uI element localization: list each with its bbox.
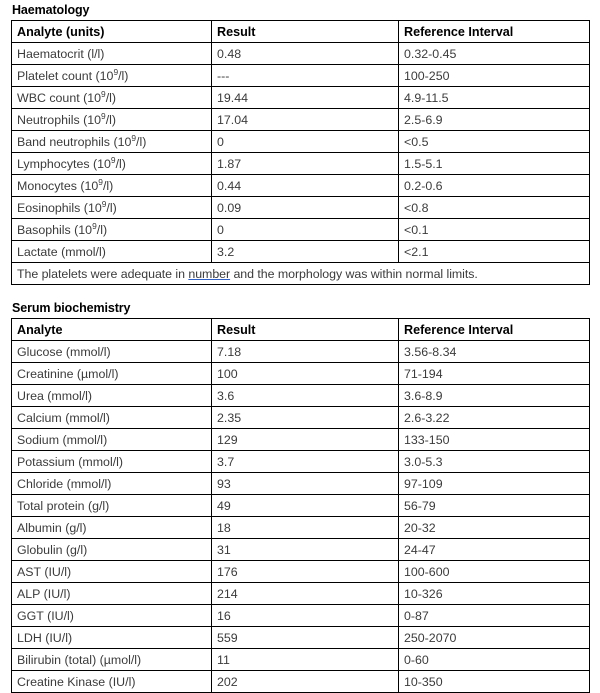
table-note-row: [12, 263, 590, 285]
cell-analyte: [12, 87, 212, 109]
cell-analyte: AST (IU/l): [12, 561, 212, 583]
cell-analyte: Potassium (mmol/l): [12, 451, 212, 473]
analyte-unit-suffix: /l): [115, 156, 126, 171]
superscript-exponent: 9: [113, 66, 119, 77]
cell-result: 17.04: [212, 109, 399, 131]
cell-result: 559: [212, 627, 399, 649]
cell-reference: 100-250: [399, 65, 590, 87]
cell-result: 11: [212, 649, 399, 671]
cell-analyte: Bilirubin (total) (µmol/l): [12, 649, 212, 671]
cell-result: 49: [212, 495, 399, 517]
cell-analyte: GGT (IU/l): [12, 605, 212, 627]
cell-result: 16: [212, 605, 399, 627]
table-row: [12, 65, 590, 87]
cell-analyte: [12, 131, 212, 153]
superscript-exponent: 9: [98, 176, 103, 187]
cell-reference: 0.32-0.45: [399, 43, 590, 65]
analyte-unit-suffix: /l): [96, 222, 108, 237]
table-header-row: [12, 319, 590, 341]
cell-analyte: [12, 109, 212, 131]
cell-analyte: Creatine Kinase (IU/l): [12, 671, 212, 693]
table-row: [12, 473, 590, 495]
table-row: [12, 627, 590, 649]
analyte-unit-suffix: /l): [105, 90, 117, 105]
cell-reference: <0.1: [399, 219, 590, 241]
superscript-exponent: 9: [101, 198, 107, 209]
column-header-reference: Reference Interval: [399, 319, 590, 341]
superscript-exponent: 9: [131, 132, 137, 143]
analyte-unit-suffix: /l): [136, 134, 147, 149]
analyte-label: Basophils (10: [17, 222, 93, 237]
cell-analyte: Albumin (g/l): [12, 517, 212, 539]
table-row: [12, 109, 590, 131]
cell-result: 2.35: [212, 407, 399, 429]
table-row: [12, 583, 590, 605]
note-text-after: and the morphology was within normal limits.: [230, 266, 478, 281]
cell-reference: 100-600: [399, 561, 590, 583]
column-header-reference: Reference Interval: [399, 21, 590, 43]
cell-result: 18: [212, 517, 399, 539]
table-row: [12, 241, 590, 263]
cell-reference: 56-79: [399, 495, 590, 517]
cell-analyte: [12, 153, 212, 175]
haematology-note: [12, 263, 590, 285]
table-header-row: [12, 21, 590, 43]
cell-analyte: Creatinine (µmol/l): [12, 363, 212, 385]
table-row: [12, 153, 590, 175]
cell-reference: 24-47: [399, 539, 590, 561]
serum-biochemistry-table-head: [12, 319, 590, 341]
serum-biochemistry-table-body: [12, 341, 590, 693]
cell-analyte: LDH (IU/l): [12, 627, 212, 649]
cell-reference: 71-194: [399, 363, 590, 385]
analyte-label: Lymphocytes (10: [17, 156, 111, 171]
superscript-exponent: 9: [101, 110, 106, 121]
table-row: [12, 219, 590, 241]
cell-reference: 10-350: [399, 671, 590, 693]
cell-reference: 1.5-5.1: [399, 153, 590, 175]
cell-result: 202: [212, 671, 399, 693]
table-row: [12, 539, 590, 561]
cell-analyte: Total protein (g/l): [12, 495, 212, 517]
cell-reference: 20-32: [399, 517, 590, 539]
table-row: [12, 385, 590, 407]
cell-analyte: Chloride (mmol/l): [12, 473, 212, 495]
superscript-exponent: 9: [101, 88, 106, 99]
cell-result: 0: [212, 131, 399, 153]
cell-reference: <0.5: [399, 131, 590, 153]
cell-result: 3.2: [212, 241, 399, 263]
column-header-analyte: Analyte (units): [12, 21, 212, 43]
table-row: [12, 43, 590, 65]
note-text-before: The platelets were adequate in: [17, 266, 189, 281]
table-row: [12, 175, 590, 197]
cell-analyte: Calcium (mmol/l): [12, 407, 212, 429]
cell-result: 31: [212, 539, 399, 561]
cell-result: 0.44: [212, 175, 399, 197]
cell-reference: 0.2-0.6: [399, 175, 590, 197]
analyte-label: Monocytes (10: [17, 178, 99, 193]
superscript-exponent: 9: [92, 220, 97, 231]
cell-reference: 97-109: [399, 473, 590, 495]
cell-analyte: [12, 197, 212, 219]
cell-reference: 3.0-5.3: [399, 451, 590, 473]
section-serum-biochemistry: [0, 285, 600, 693]
cell-result: 214: [212, 583, 399, 605]
cell-result: 0: [212, 219, 399, 241]
cell-analyte: [12, 241, 212, 263]
cell-reference: 2.5-6.9: [399, 109, 590, 131]
cell-result: 19.44: [212, 87, 399, 109]
cell-analyte: Glucose (mmol/l): [12, 341, 212, 363]
table-row: [12, 605, 590, 627]
cell-reference: 3.6-8.9: [399, 385, 590, 407]
cell-analyte: Sodium (mmol/l): [12, 429, 212, 451]
table-row: [12, 451, 590, 473]
haematology-table: [11, 20, 590, 285]
cell-analyte: Globulin (g/l): [12, 539, 212, 561]
analyte-label: Platelet count (10: [17, 68, 114, 83]
cell-result: 176: [212, 561, 399, 583]
cell-result: 129: [212, 429, 399, 451]
analyte-unit-suffix: /l): [118, 68, 129, 83]
table-row: [12, 87, 590, 109]
table-row: [12, 495, 590, 517]
cell-result: 93: [212, 473, 399, 495]
cell-reference: 2.6-3.22: [399, 407, 590, 429]
cell-reference: 4.9-11.5: [399, 87, 590, 109]
section-haematology: [0, 0, 600, 285]
cell-analyte: [12, 175, 212, 197]
cell-result: 7.18: [212, 341, 399, 363]
cell-result: 3.7: [212, 451, 399, 473]
superscript-exponent: 9: [110, 154, 116, 165]
cell-reference: 0-87: [399, 605, 590, 627]
table-row: [12, 363, 590, 385]
analyte-label: Lactate (mmol/l): [17, 244, 106, 259]
haematology-table-body: [12, 43, 590, 285]
table-row: [12, 197, 590, 219]
cell-result: ---: [212, 65, 399, 87]
section-title-serum-biochemistry: Serum biochemistry: [12, 301, 131, 315]
column-header-result: Result: [212, 21, 399, 43]
analyte-label: Band neutrophils (10: [17, 134, 132, 149]
analyte-unit-suffix: /l): [106, 200, 117, 215]
section-title-haematology: Haematology: [12, 3, 90, 17]
cell-result: 3.6: [212, 385, 399, 407]
analyte-unit-suffix: /l): [105, 112, 117, 127]
table-row: [12, 649, 590, 671]
cell-reference: <2.1: [399, 241, 590, 263]
cell-analyte: [12, 43, 212, 65]
cell-result: 0.09: [212, 197, 399, 219]
cell-reference: 10-326: [399, 583, 590, 605]
table-row: [12, 429, 590, 451]
cell-analyte: [12, 219, 212, 241]
table-row: [12, 517, 590, 539]
analyte-label: Haematocrit (l/l): [17, 46, 105, 61]
column-header-result: Result: [212, 319, 399, 341]
cell-result: 1.87: [212, 153, 399, 175]
table-row: [12, 671, 590, 693]
analyte-label: Eosinophils (10: [17, 200, 102, 215]
table-row: [12, 131, 590, 153]
column-header-analyte: Analyte: [12, 319, 212, 341]
note-spellcheck-word: number: [188, 266, 231, 281]
table-row: [12, 407, 590, 429]
cell-analyte: [12, 65, 212, 87]
analyte-unit-suffix: /l): [102, 178, 114, 193]
cell-reference: 250-2070: [399, 627, 590, 649]
cell-result: 0.48: [212, 43, 399, 65]
haematology-table-head: [12, 21, 590, 43]
table-row: [12, 561, 590, 583]
cell-analyte: ALP (IU/l): [12, 583, 212, 605]
cell-reference: 3.56-8.34: [399, 341, 590, 363]
cell-reference: 0-60: [399, 649, 590, 671]
cell-reference: <0.8: [399, 197, 590, 219]
cell-analyte: Urea (mmol/l): [12, 385, 212, 407]
analyte-label: WBC count (10: [17, 90, 102, 105]
cell-result: 100: [212, 363, 399, 385]
table-row: [12, 341, 590, 363]
analyte-label: Neutrophils (10: [17, 112, 102, 127]
cell-reference: 133-150: [399, 429, 590, 451]
